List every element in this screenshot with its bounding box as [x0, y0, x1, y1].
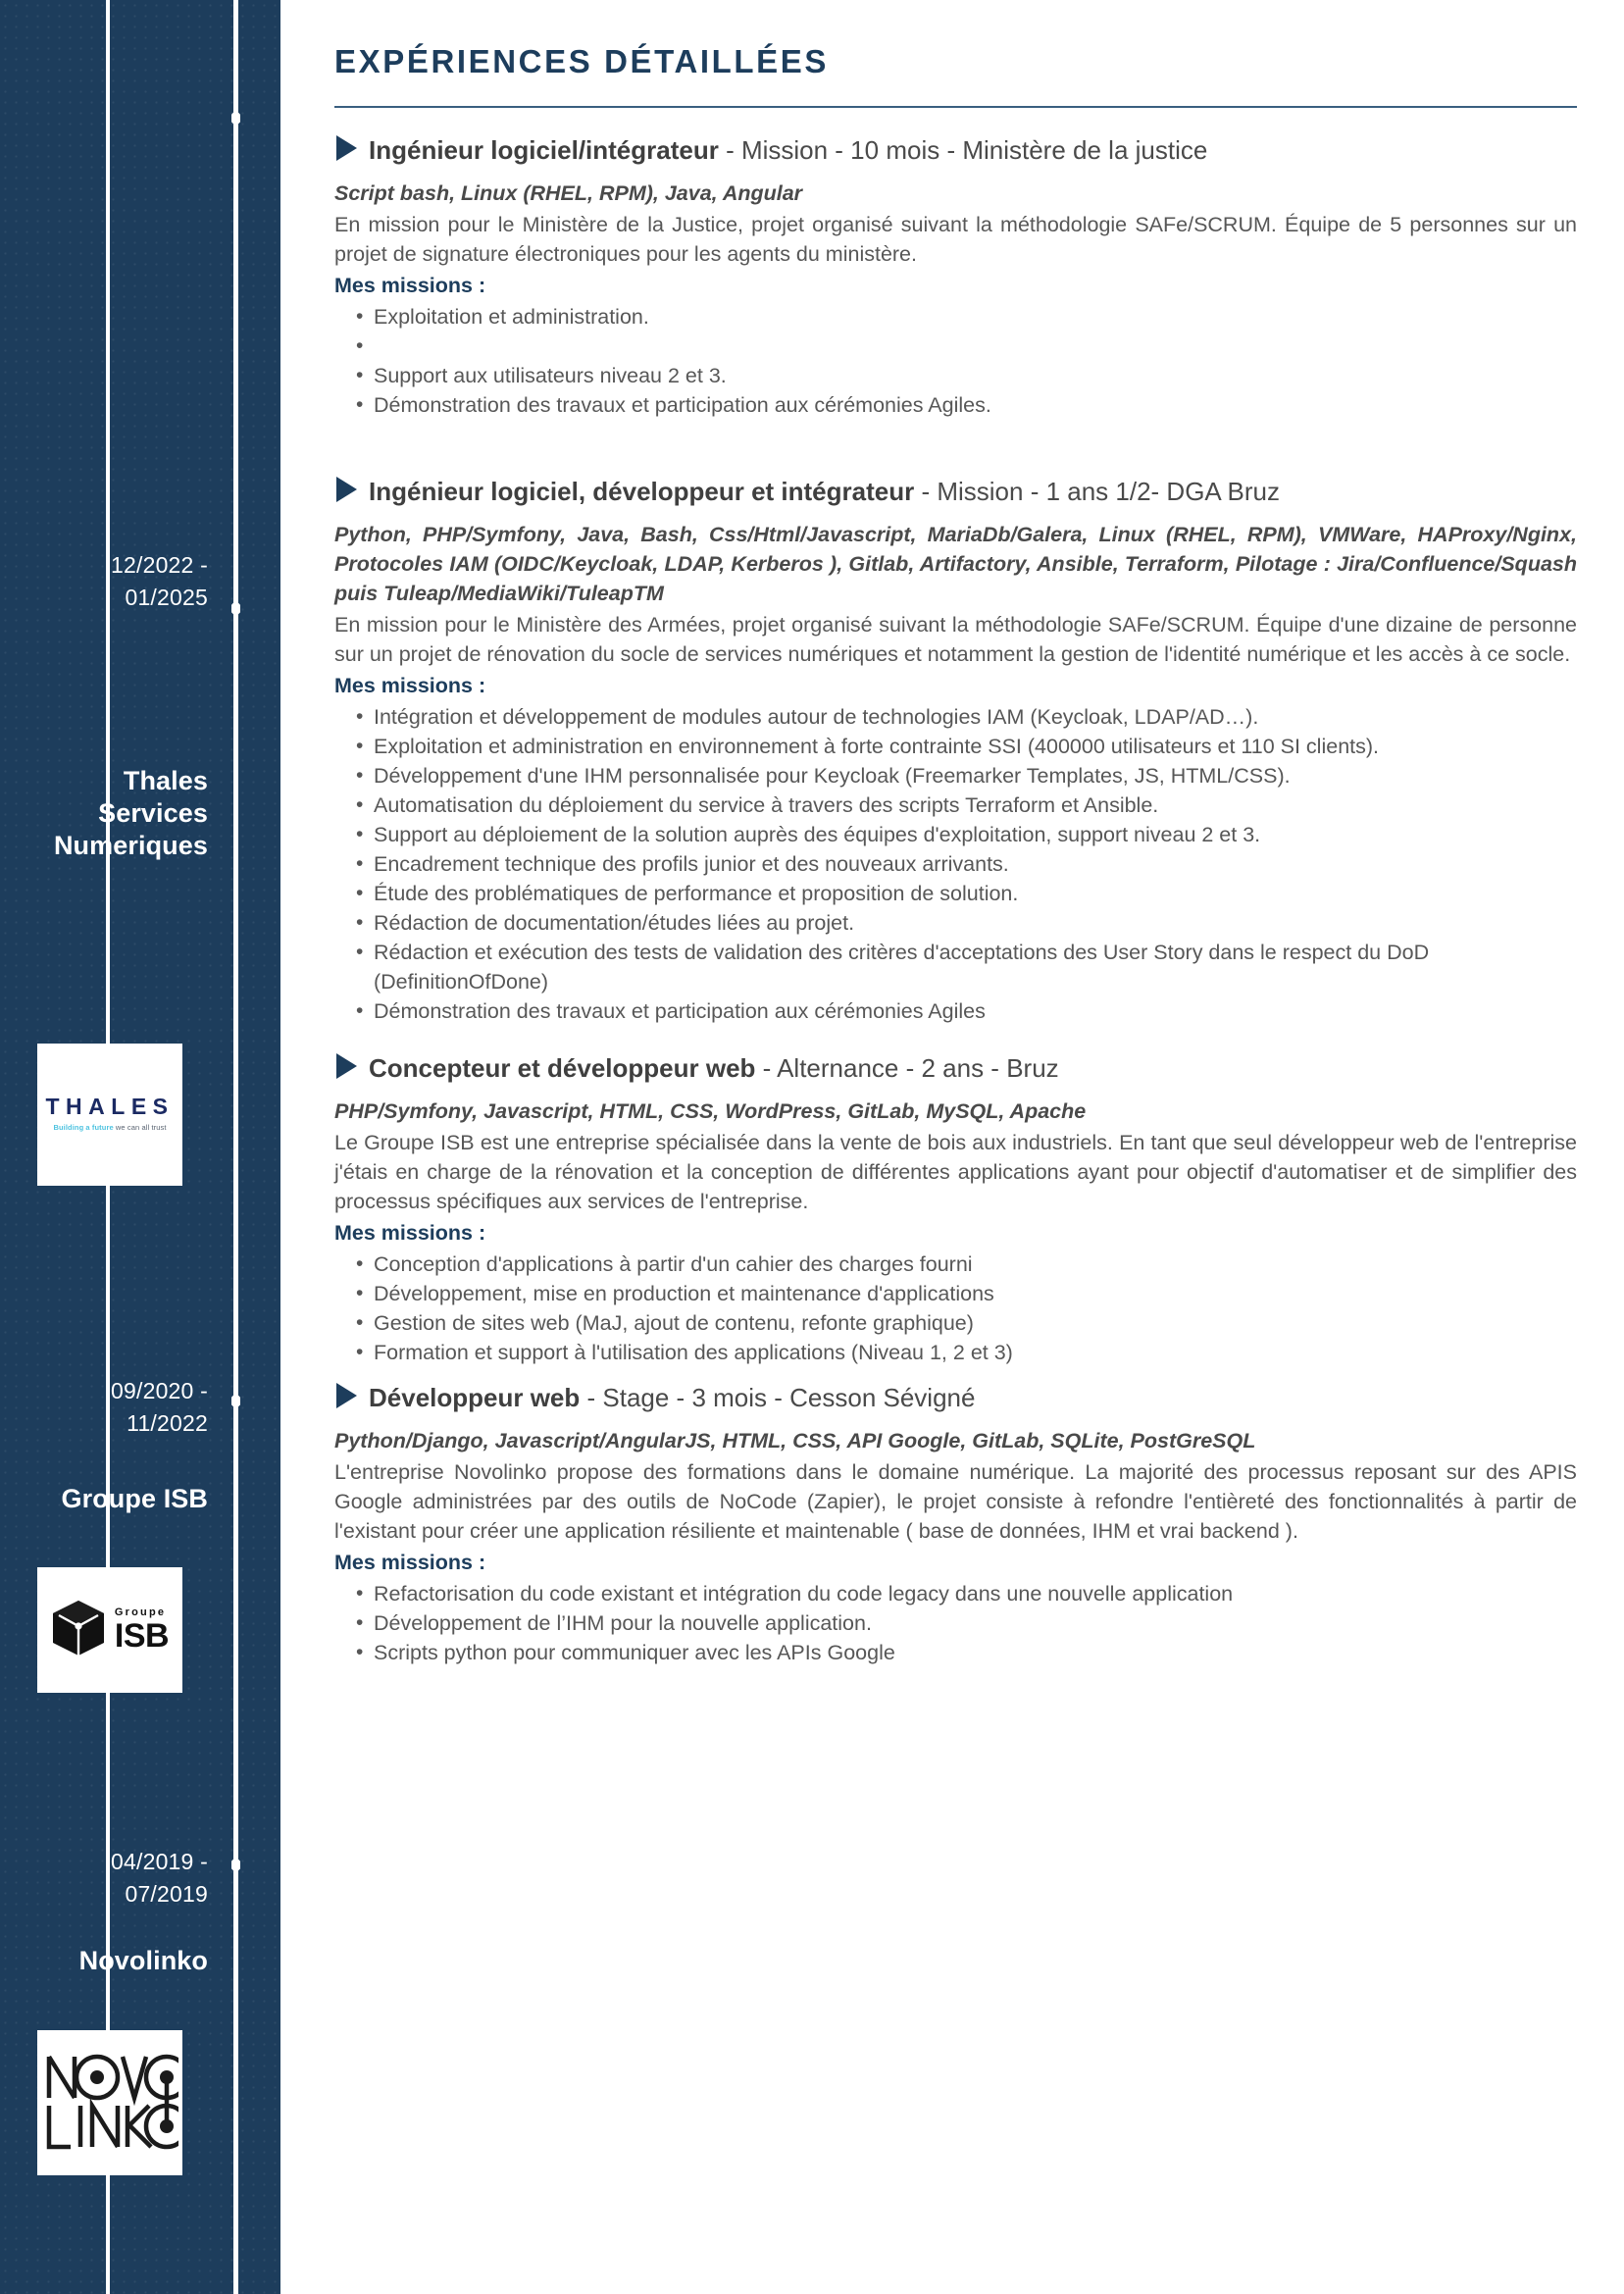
- list-item: • Automatisation du déploiement du service à travers des scripts Terraform et Ansible.: [334, 790, 1577, 820]
- list-item: • Rédaction et exécution des tests de validation des critères d'acceptations des User Story dans le respect du DoD (DefinitionOfDone): [334, 938, 1577, 996]
- thales-logo-container: [37, 1044, 182, 1186]
- list-item: • Formation et support à l'utilisation des applications (Niveau 1, 2 et 3): [334, 1338, 1577, 1367]
- isb-small-word: Groupe: [114, 1606, 167, 1618]
- thales-wordmark: THALES: [45, 1094, 175, 1119]
- list-item: • Scripts python pour communiquer avec les APIs Google: [334, 1638, 1577, 1667]
- job-entry-justice: [334, 129, 1577, 420]
- job-title: [369, 1382, 975, 1413]
- list-item: • Refactorisation du code existant et intégration du code legacy dans une nouvelle application: [334, 1579, 1577, 1608]
- date-range-line-1: 12/2022 -: [111, 552, 208, 578]
- job-entry-dga-bruz: [334, 471, 1577, 1026]
- page-title: EXPÉRIENCES DÉTAILLÉES: [334, 43, 830, 79]
- main-content: [280, 0, 1624, 1667]
- job-meta: - Alternance - 2 ans - Bruz: [755, 1053, 1059, 1083]
- thales-logo: [46, 1096, 175, 1134]
- triangle-bullet-icon: [334, 1381, 359, 1410]
- groupe-isb-logo-container: [37, 1567, 182, 1693]
- isb-wordmark: [115, 1607, 169, 1653]
- list-item: • Encadrement technique des profils junior et des nouveaux arrivants.: [334, 849, 1577, 879]
- job-role: Ingénieur logiciel, développeur et intégrateur: [369, 477, 915, 506]
- list-item: • Développement, mise en production et maintenance d'applications: [334, 1279, 1577, 1308]
- job-role: Développeur web: [369, 1383, 581, 1412]
- job-entry-groupe-isb: [334, 1047, 1577, 1367]
- list-item: • Démonstration des travaux et participation aux cérémonies Agiles: [334, 996, 1577, 1026]
- missions-label: Mes missions :: [334, 1221, 486, 1245]
- triangle-bullet-icon: [334, 475, 359, 504]
- job-meta: - Mission - 1 ans 1/2- DGA Bruz: [914, 477, 1281, 506]
- job-tech-stack: Python/Django, Javascript/AngularJS, HTML, CSS, API Google, GitLab, SQLite, PostGreSQL: [334, 1429, 1256, 1453]
- missions-label: Mes missions :: [334, 274, 486, 297]
- job-tech-stack: PHP/Symfony, Javascript, HTML, CSS, WordPress, GitLab, MySQL, Apache: [334, 1099, 1087, 1123]
- thales-tagline-highlight: Building a future: [53, 1123, 114, 1132]
- job-description: Le Groupe ISB est une entreprise spécialisée dans la vente de bois aux industriels. En tant que seul développeur web de l'entreprise j'étais en charge de la rénovation et la conception de différentes applications ayant pour objectif d'automatiser et de simplifier des processus spécifiques aux services de l'entreprise.: [334, 1131, 1577, 1213]
- missions-list: [334, 302, 1577, 420]
- date-range-line-2: 01/2025: [125, 585, 208, 610]
- cube-icon: [51, 1599, 106, 1662]
- novolinko-logo-container: [37, 2030, 182, 2175]
- job-title: [369, 476, 1280, 507]
- job-description: En mission pour le Ministère des Armées, projet organisé suivant la méthodologie SAFe/SCRUM. Équipe d'une dizaine de personne sur un projet de rénovation du socle de services numériques et notamment la gestion de l'identité numérique et les accès à ce socle.: [334, 613, 1577, 666]
- list-item: • Gestion de sites web (MaJ, ajout de contenu, refonte graphique): [334, 1308, 1577, 1338]
- missions-label: Mes missions :: [334, 674, 486, 697]
- job-title: [369, 1052, 1059, 1084]
- list-item: [334, 331, 1577, 361]
- job-entry-novolinko: [334, 1377, 1577, 1667]
- company-name-line-1: Novolinko: [78, 1946, 208, 1975]
- company-name-line-3: Numeriques: [53, 831, 208, 860]
- timeline-node-4: [228, 1857, 244, 1873]
- list-item: • Exploitation et administration en environnement à forte contrainte SSI (400000 utilisateurs et 110 SI clients).: [334, 732, 1577, 761]
- sidebar-entry-isb-company: [0, 1483, 226, 1515]
- company-name-line-1: Groupe ISB: [61, 1484, 208, 1513]
- list-item: • Étude des problématiques de performance et proposition de solution.: [334, 879, 1577, 908]
- list-item: • Support aux utilisateurs niveau 2 et 3.: [334, 361, 1577, 390]
- list-item: • Développement d'une IHM personnalisée pour Keycloak (Freemarker Templates, JS, HTML/CSS).: [334, 761, 1577, 790]
- groupe-isb-logo: [51, 1599, 169, 1662]
- list-item: • Rédaction de documentation/études liées au projet.: [334, 908, 1577, 938]
- job-header: [334, 1047, 1577, 1084]
- list-item: • Exploitation et administration.: [334, 302, 1577, 331]
- date-range-line-2: 11/2022: [127, 1410, 208, 1436]
- job-header: [334, 129, 1577, 166]
- sidebar-entry-isb-dates: [0, 1375, 226, 1440]
- job-description: L'entreprise Novolinko propose des formations dans le domaine numérique. La majorité des processus reposant sur des APIS Google administrées par des outils de NoCode (Zapier), le projet consiste à refondre l'entièreté des fonctionnalités à partir de l'existant pour créer une application résiliente et maintenable ( base de données, IHM et vrai backend ).: [334, 1460, 1577, 1543]
- missions-list: [334, 1249, 1577, 1367]
- date-range-line-2: 07/2019: [125, 1881, 208, 1907]
- list-item: • Intégration et développement de modules autour de technologies IAM (Keycloak, LDAP/AD…).: [334, 702, 1577, 732]
- missions-list: [334, 702, 1577, 1026]
- list-item: • Conception d'applications à partir d'un cahier des charges fourni: [334, 1249, 1577, 1279]
- thales-tagline: [53, 1123, 166, 1132]
- list-item: • Développement de l’IHM pour la nouvelle application.: [334, 1608, 1577, 1638]
- date-range-line-1: 09/2020 -: [111, 1378, 208, 1403]
- job-header: [334, 1377, 1577, 1413]
- job-tech-stack: Script bash, Linux (RHEL, RPM), Java, Angular: [334, 181, 803, 205]
- thales-tagline-rest: we can all trust: [113, 1123, 167, 1132]
- company-name-line-1: Thales: [123, 766, 208, 795]
- company-name-line-2: Services: [98, 798, 208, 828]
- job-role: Concepteur et développeur web: [369, 1053, 756, 1083]
- timeline-node-1: [228, 110, 244, 127]
- timeline-rail: [233, 0, 238, 2294]
- list-item: • Démonstration des travaux et participation aux cérémonies Agiles.: [334, 390, 1577, 420]
- sidebar-entry-novolinko-dates: [0, 1846, 226, 1911]
- triangle-bullet-icon: [334, 133, 359, 163]
- sidebar-entry-thales-dates: [0, 549, 226, 614]
- triangle-bullet-icon: [334, 1051, 359, 1081]
- sidebar-entry-novolinko-company: [0, 1945, 226, 1977]
- novolinko-logo: [37, 2030, 182, 2175]
- date-range-line-1: 04/2019 -: [111, 1849, 208, 1874]
- job-title: [369, 134, 1207, 166]
- job-meta: - Mission - 10 mois - Ministère de la justice: [718, 135, 1208, 165]
- list-item: • Support au déploiement de la solution auprès des équipes d'exploitation, support niveau 2 et 3.: [334, 820, 1577, 849]
- missions-label: Mes missions :: [334, 1551, 486, 1574]
- job-header: [334, 471, 1577, 507]
- missions-list: [334, 1579, 1577, 1667]
- isb-big-word: ISB: [114, 1617, 170, 1655]
- job-tech-stack: Python, PHP/Symfony, Java, Bash, Css/Html/Javascript, MariaDb/Galera, Linux (RHEL, RPM), VMWare, HAProxy/Nginx, Protocoles IAM (OIDC/Keycloak, LDAP, Kerberos ), Gitlab, Artifactory, Ansible, Terraform, Pilotage : Jira/Confluence/Squash puis Tuleap/MediaWiki/TuleapTM: [334, 523, 1577, 605]
- timeline-node-3: [228, 1393, 244, 1409]
- timeline-node-2: [228, 600, 244, 617]
- job-role: Ingénieur logiciel/intégrateur: [369, 135, 719, 165]
- job-meta: - Stage - 3 mois - Cesson Sévigné: [580, 1383, 976, 1412]
- job-description: En mission pour le Ministère de la Justice, projet organisé suivant la méthodologie SAFe/SCRUM. Équipe de 5 personnes sur un projet de signature électroniques pour les agents du ministère.: [334, 213, 1577, 266]
- sidebar-entry-thales-company: [0, 765, 226, 862]
